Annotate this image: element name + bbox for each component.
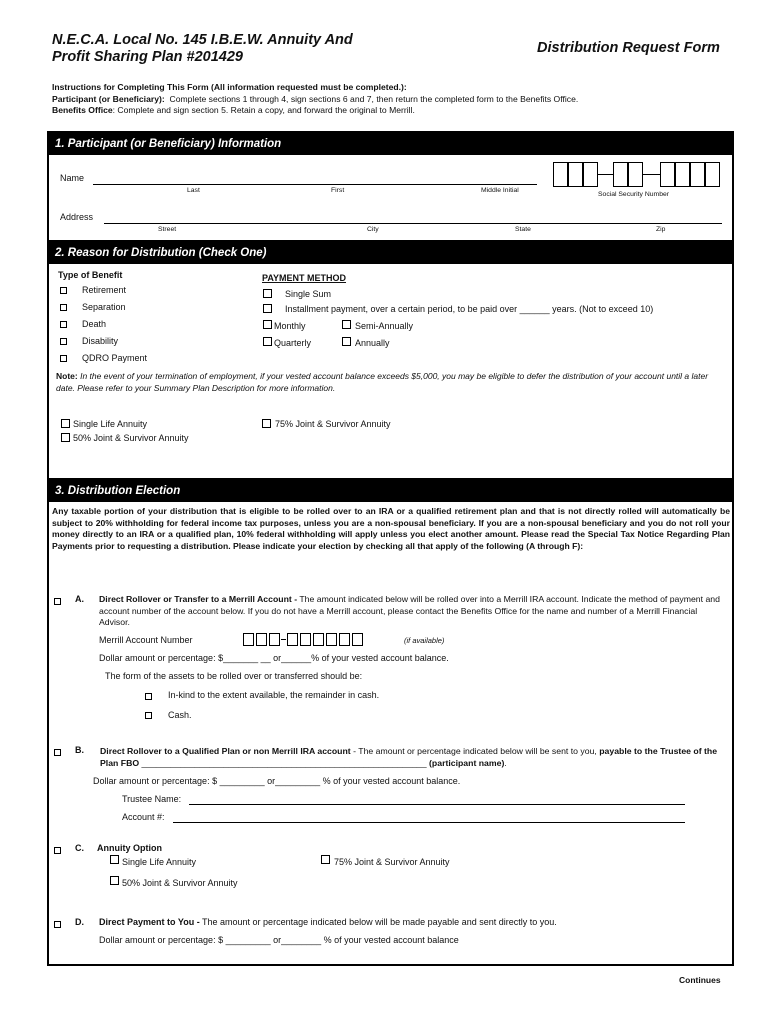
c-joint-50-label: 50% Joint & Survivor Annuity	[122, 878, 238, 888]
option-a-text: The amount indicated below will be rolled over into a Merrill IRA account. Indicate the method of payment and account number of the account below. If you do not have a Merrill account, please contact the Benefits Office for the name and number of a Merrill Financial Advisor.	[99, 594, 720, 627]
option-a-description	[99, 594, 729, 629]
address-label: Address	[60, 212, 94, 222]
benefit-type-death: Death	[82, 319, 107, 329]
separation-checkbox[interactable]	[60, 304, 67, 311]
semi-annually-label: Semi-Annually	[355, 321, 414, 331]
note-label: Note:	[56, 371, 78, 381]
name-field[interactable]	[93, 184, 537, 185]
in-kind-checkbox[interactable]	[145, 693, 152, 700]
quarterly-label: Quarterly	[274, 338, 312, 348]
section-reason	[47, 242, 734, 480]
ssn-label: Social Security Number	[598, 191, 670, 198]
merrill-account-field[interactable]	[243, 633, 391, 647]
section1-title: 1. Participant (or Beneficiary) Information	[49, 133, 732, 155]
continues-label: Continues	[679, 975, 721, 985]
zip-label: Zip	[656, 226, 666, 233]
option-b-participant-name: (participant name)	[429, 758, 505, 768]
single-sum-label: Single Sum	[285, 289, 332, 299]
semi-annually-checkbox[interactable]	[342, 320, 351, 329]
benefit-type-disability: Disability	[82, 336, 119, 346]
option-a-letter: A.	[75, 594, 84, 604]
option-b-description: Direct Rollover to a Qualified Plan or non Merrill IRA account - The amount or percentage indicated below will be sent to you, payable to the Trustee of the Plan FBO ___________________________________________________________ (participant name).	[100, 746, 718, 768]
option-d-description	[99, 917, 557, 927]
annually-checkbox[interactable]	[342, 337, 351, 346]
c-joint-50-checkbox[interactable]	[110, 876, 119, 885]
c-single-life-label: Single Life Annuity	[122, 857, 197, 867]
option-d-dollar-amount[interactable]: Dollar amount or percentage: $ _________ or________ % of your vested account balance	[99, 935, 459, 945]
benefit-type-separation: Separation	[82, 302, 126, 312]
first-label: First	[331, 187, 345, 194]
section-distribution-election	[47, 480, 734, 966]
benefits-label: Benefits Office	[52, 105, 113, 115]
c-single-life-checkbox[interactable]	[110, 855, 119, 864]
cash-label: Cash.	[168, 710, 192, 720]
city-label: City	[367, 226, 379, 233]
joint-50-checkbox[interactable]	[61, 433, 70, 442]
joint-75-checkbox[interactable]	[262, 419, 271, 428]
trustee-name-label: Trustee Name:	[122, 794, 182, 804]
option-b-text: - The amount or percentage indicated below will be sent to you,	[350, 746, 600, 756]
election-intro: Any taxable portion of your distribution that is eligible to be rolled over to an IRA or a qualified retirement plan and that is not directly rolled will automatically be subject to 20% withholding for federal income tax purposes, unless you are a non-spousal beneficiary. If you are a non-spousal beneficiary and you do not roll your money directly to an IRA or a qualified plan, 10% federal withholding will apply unless you elect another amount. Please read the Special Tax Notice Regarding Plan Payments prior to requesting a distribution. Please indicate your election by checking all that apply of the following (A through F):	[52, 506, 730, 551]
payment-method-heading: PAYMENT METHOD	[262, 273, 347, 283]
option-d-title: Direct Payment to You -	[99, 917, 200, 927]
option-b-fbo-field[interactable]: ___________________________________________________________	[141, 758, 427, 768]
option-a-checkbox[interactable]	[54, 598, 61, 605]
option-d-checkbox[interactable]	[54, 921, 61, 928]
note-text: In the event of your termination of employment, if your vested account balance exceeds $5,000, you may be eligible to defer the distribution of your account until a later date. Please refer to your Summary Plan Description for more information.	[56, 371, 709, 393]
middle-initial-label: Middle Initial	[481, 187, 519, 194]
trustee-name-field[interactable]	[189, 804, 685, 805]
single-life-annuity-label: Single Life Annuity	[73, 419, 148, 429]
quarterly-checkbox[interactable]	[263, 337, 272, 346]
installment-checkbox[interactable]	[263, 304, 272, 313]
option-a-title: Direct Rollover or Transfer to a Merrill Account -	[99, 594, 298, 604]
option-c-title: Annuity Option	[97, 843, 162, 853]
option-b-checkbox[interactable]	[54, 749, 61, 756]
option-b-letter: B.	[75, 745, 84, 755]
address-field[interactable]	[104, 223, 722, 224]
joint-75-label: 75% Joint & Survivor Annuity	[275, 419, 391, 429]
option-a-asset-form: The form of the assets to be rolled over or transferred should be:	[105, 671, 363, 681]
section-participant-info	[47, 131, 734, 242]
option-c-letter: C.	[75, 843, 84, 853]
monthly-checkbox[interactable]	[263, 320, 272, 329]
plan-title-line1: N.E.C.A. Local No. 145 I.B.E.W. Annuity And	[52, 32, 353, 48]
section3-title: 3. Distribution Election	[49, 480, 732, 502]
single-sum-checkbox[interactable]	[263, 289, 272, 298]
instructions	[52, 82, 732, 117]
merrill-account-label: Merrill Account Number	[99, 635, 193, 645]
deferral-note	[56, 371, 721, 394]
single-life-annuity-checkbox[interactable]	[61, 419, 70, 428]
section2-title: 2. Reason for Distribution (Check One)	[49, 242, 732, 264]
participant-text: Complete sections 1 through 4, sign sections 6 and 7, then return the completed form to the Benefits Office.	[169, 93, 579, 104]
option-c-checkbox[interactable]	[54, 847, 61, 854]
c-joint-75-checkbox[interactable]	[321, 855, 330, 864]
street-label: Street	[158, 226, 177, 233]
if-available-note: (if available)	[404, 636, 445, 645]
qdro-checkbox[interactable]	[60, 355, 67, 362]
annually-label: Annually	[355, 338, 390, 348]
type-heading: Type of Benefit	[58, 270, 123, 280]
joint-50-label: 50% Joint & Survivor Annuity	[73, 433, 189, 443]
option-a-dollar-amount[interactable]: Dollar amount or percentage: $_______ __ or______% of your vested account balance.	[99, 653, 449, 663]
death-checkbox[interactable]	[60, 321, 67, 328]
option-d-letter: D.	[75, 917, 84, 927]
monthly-label: Monthly	[274, 321, 306, 331]
benefit-type-retirement: Retirement	[82, 285, 127, 295]
account-number-label: Account #:	[122, 812, 165, 822]
option-b-payable: payable to the Trustee of the Plan FBO	[100, 746, 718, 768]
plan-title-line2: Profit Sharing Plan #201429	[52, 49, 243, 65]
disability-checkbox[interactable]	[60, 338, 67, 345]
option-b-dollar-amount[interactable]: Dollar amount or percentage: $ _________ or_________ % of your vested account balance.	[93, 776, 461, 786]
form-title: Distribution Request Form	[537, 40, 720, 56]
installment-label: Installment payment, over a certain period, to be paid over ______ years. (Not to exceed 10)	[285, 304, 654, 314]
ssn-field[interactable]	[553, 162, 729, 187]
plan-title	[52, 32, 412, 66]
cash-checkbox[interactable]	[145, 712, 152, 719]
c-joint-75-label: 75% Joint & Survivor Annuity	[334, 857, 450, 867]
benefits-text: : Complete and sign section 5. Retain a copy, and forward the original to Merrill.	[112, 105, 415, 115]
name-label: Name	[60, 173, 85, 183]
account-number-field[interactable]	[173, 822, 685, 823]
in-kind-label: In-kind to the extent available, the remainder in cash.	[168, 690, 380, 700]
participant-label: Participant (or Beneficiary):	[52, 93, 165, 104]
retirement-checkbox[interactable]	[60, 287, 67, 294]
instructions-heading: Instructions for Completing This Form (All information requested must be completed.):	[52, 82, 407, 92]
option-d-text: The amount or percentage indicated below will be made payable and sent directly to you.	[199, 917, 557, 927]
option-b-title: Direct Rollover to a Qualified Plan or non Merrill IRA account	[100, 746, 351, 756]
benefit-type-qdro: QDRO Payment	[82, 353, 148, 363]
last-label: Last	[187, 187, 200, 194]
state-label: State	[515, 226, 531, 233]
